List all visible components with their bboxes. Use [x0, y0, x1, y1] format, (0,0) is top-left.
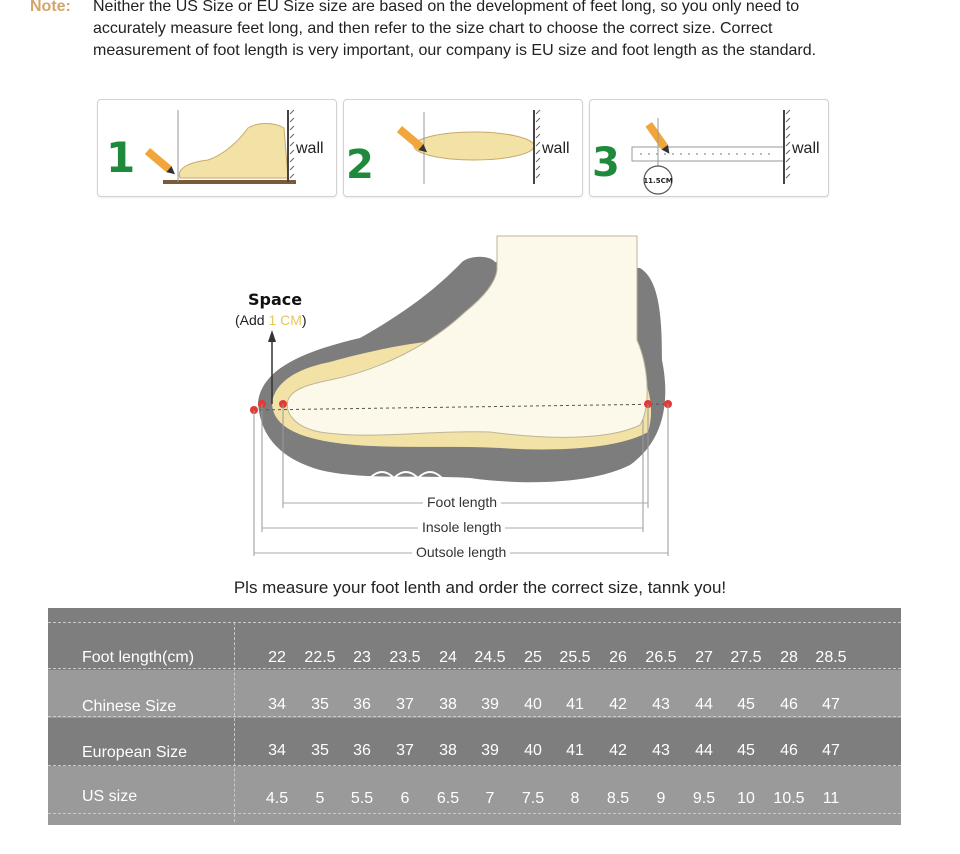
size-cell: 25.5 [559, 649, 591, 666]
size-cell: 8 [570, 790, 580, 807]
size-cell: 34 [268, 742, 286, 759]
size-cell: 28.5 [815, 649, 847, 666]
space-prefix: (Add [235, 312, 269, 328]
size-cell: 34 [268, 696, 286, 713]
space-suffix: ) [301, 312, 307, 328]
size-cell: 36 [353, 696, 371, 713]
step-2-panel [343, 99, 583, 197]
table-divider [48, 716, 901, 717]
size-cell: 45 [737, 696, 755, 713]
size-cell: 46 [780, 742, 798, 759]
size-cell: 47 [822, 742, 840, 759]
size-cell: 28 [780, 649, 798, 666]
row-label: European Size [82, 744, 187, 761]
size-cell: 6.5 [436, 790, 460, 807]
size-cell: 27 [695, 649, 713, 666]
size-cell: 46 [780, 696, 798, 713]
size-cell: 43 [652, 742, 670, 759]
foot-length-label: Foot length [423, 494, 501, 510]
size-cell: 26 [609, 649, 627, 666]
size-cell: 22 [268, 649, 286, 666]
pencil-icon [145, 148, 178, 177]
size-cell: 9.5 [692, 790, 716, 807]
table-divider [48, 765, 901, 766]
foot-shape [179, 124, 288, 179]
size-cell: 40 [524, 742, 542, 759]
table-divider [48, 622, 901, 623]
table-divider [48, 813, 901, 814]
size-cell: 39 [481, 696, 499, 713]
size-cell: 37 [396, 696, 414, 713]
note-text: Neither the US Size or EU Size size are based on the development of feet long, so you only need to accurately measure feet long, and then refer to the size chart to choose the correct size. Correct measurement of foot length is very important, our company is EU size and foot length as the standard. [93, 0, 817, 59]
step-1-panel [97, 99, 337, 197]
measure-instruction: Pls measure your foot lenth and order the correct size, tannk you! [233, 578, 727, 597]
size-cell: 42 [609, 696, 627, 713]
space-note [235, 312, 307, 328]
size-cell: 24 [439, 649, 457, 666]
space-title: Space [248, 290, 303, 309]
size-cell: 37 [396, 742, 414, 759]
step-number: 2 [346, 142, 374, 188]
size-cell: 10 [737, 790, 755, 807]
size-cell: 5 [315, 790, 325, 807]
row-label: Foot length(cm) [82, 649, 195, 666]
size-cell: 42 [609, 742, 627, 759]
size-cell: 26.5 [645, 649, 677, 666]
step-number: 1 [106, 133, 136, 182]
size-cell: 24.5 [474, 649, 506, 666]
size-cell: 9 [656, 790, 666, 807]
size-cell: 45 [737, 742, 755, 759]
size-cell: 36 [353, 742, 371, 759]
size-cell: 10.5 [773, 790, 805, 807]
size-cell: 38 [439, 696, 457, 713]
size-cell: 25 [524, 649, 542, 666]
size-cell: 44 [695, 696, 713, 713]
wall-label: wall [792, 140, 820, 157]
size-cell: 27.5 [730, 649, 762, 666]
insole-length-label: Insole length [418, 519, 505, 535]
foot-top-shape [414, 132, 534, 160]
size-cell: 39 [481, 742, 499, 759]
size-cell: 41 [566, 742, 584, 759]
space-value: 1 CM [268, 312, 302, 328]
wall-label: wall [542, 140, 570, 157]
size-cell: 35 [311, 742, 329, 759]
size-cell: 44 [695, 742, 713, 759]
size-cell: 35 [311, 696, 329, 713]
size-cell: 43 [652, 696, 670, 713]
note-label: Note: [30, 0, 71, 15]
size-cell: 41 [566, 696, 584, 713]
table-divider [48, 668, 901, 669]
size-cell: 11 [822, 790, 840, 807]
step-number: 3 [592, 140, 620, 186]
size-cell: 23.5 [389, 649, 421, 666]
size-cell: 38 [439, 742, 457, 759]
size-cell: 22.5 [304, 649, 336, 666]
size-cell: 6 [400, 790, 410, 807]
size-cell: 7 [485, 790, 495, 807]
size-cell: 40 [524, 696, 542, 713]
table-column-divider [234, 622, 235, 822]
wall-label: wall [296, 140, 324, 157]
size-chart-table [48, 608, 901, 825]
size-cell: 7.5 [521, 790, 545, 807]
ruler-reading: 11.5CM [643, 177, 673, 185]
size-cell: 47 [822, 696, 840, 713]
outsole-length-label: Outsole length [412, 544, 510, 560]
row-label: Chinese Size [82, 698, 177, 715]
size-cell: 23 [353, 649, 371, 666]
size-cell: 5.5 [350, 790, 374, 807]
size-cell: 8.5 [606, 790, 630, 807]
step-3-panel [589, 99, 829, 197]
size-cell: 4.5 [265, 790, 289, 807]
row-label: US size [82, 788, 138, 805]
